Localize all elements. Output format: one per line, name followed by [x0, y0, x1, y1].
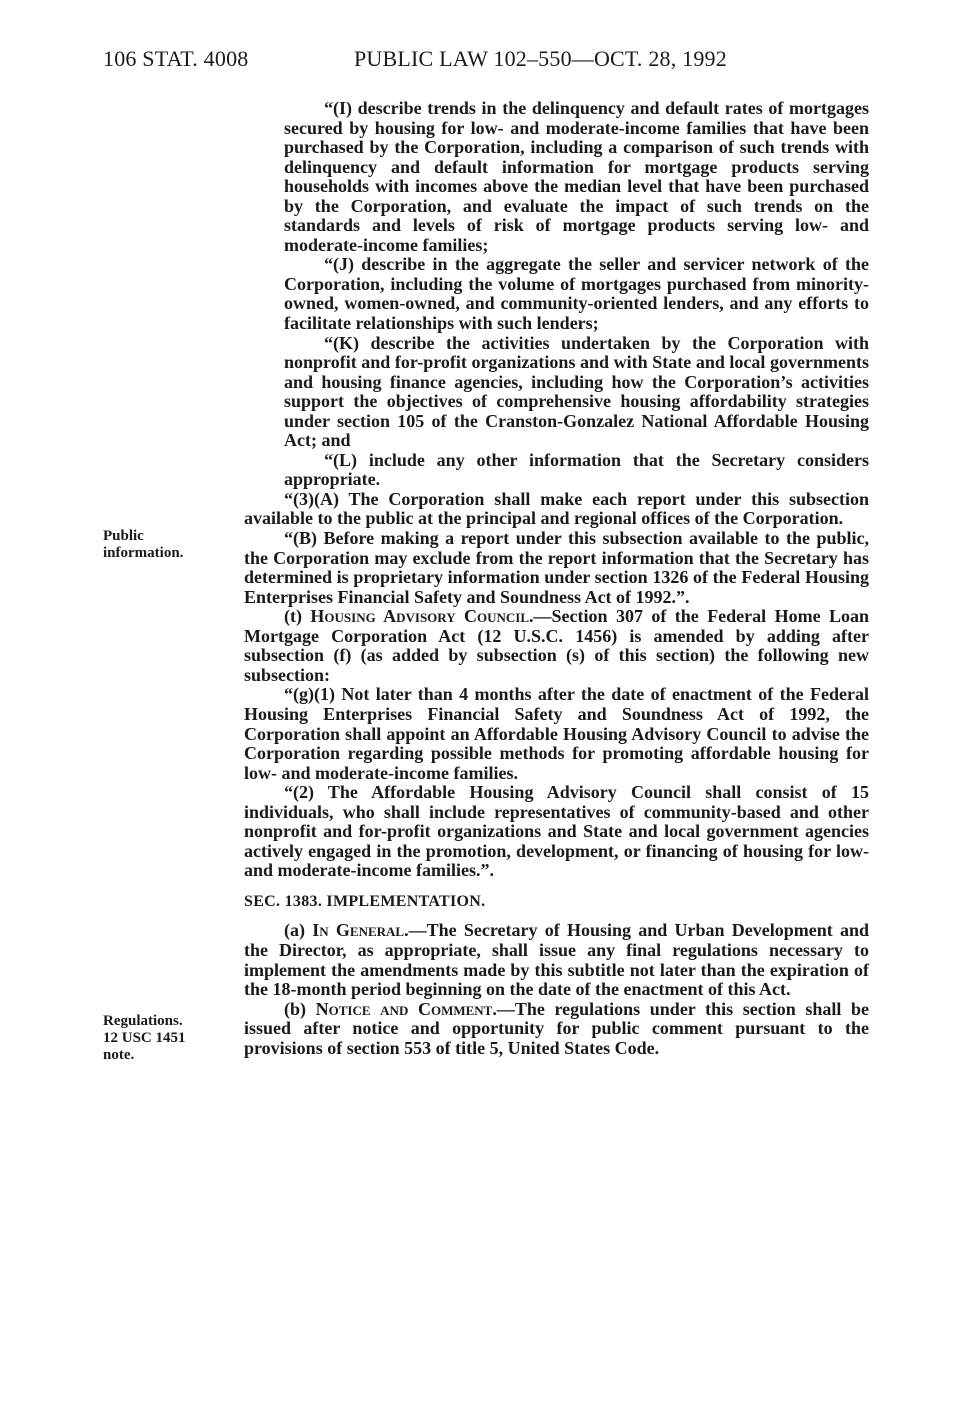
section-heading: SEC. 1383. IMPLEMENTATION. [244, 892, 486, 910]
paragraph-a: (a) In General.—The Secretary of Housing and Urban Development and the Director, as appropriate, shall issue any final regulations necessary to implement the amendments made by this subtitle not later than the expiration of the 18-month period beginning on the date of the enactment of this Act. [244, 920, 870, 1000]
paragraph-b-report: “(B) Before making a report under this subsection available to the public, the Corporation may exclude from the report information that the Secretary has determined is proprietary information under section 1326 of the Federal Housing Enterprises Financial Safety and Soundness Act of 1992.”. [244, 528, 869, 607]
notice-and-comment-heading: Notice and Comment. [315, 998, 497, 1019]
law-reference: PUBLIC LAW 102–550—OCT. 28, 1992 [354, 46, 727, 71]
paragraph-k: “(K) describe the activities undertaken by the Corporation with nonprofit and for-profit organizations and with State and local governments and housing finance agencies, including how the Corporation’s activities support the objectives of comprehensive housing affordability strategies under section 105 of the Cranston-Gonzalez National Affordable Housing Act; and [284, 332, 869, 451]
paragraph-l: “(L) include any other information that the Secretary considers appropriate. [284, 449, 869, 490]
paragraph-t: (t) Housing Advisory Council.—Section 307 of the Federal Home Loan Mortgage Corporation Act (12 U.S.C. 1456) is amended by adding after subsection (f) (as added by subsection (s) of this section) the following new subsection: [244, 606, 869, 685]
paragraph-2: “(2) The Affordable Housing Advisory Council shall consist of 15 individuals, who shall include representatives of community-based and other nonprofit and for-profit organizations and State and local government agencies actively engaged in the promotion, development, or financing of housing for low- and moderate-income families.”. [244, 782, 869, 881]
paragraph-b: (b) Notice and Comment.—The regulations under this section shall be issued after notice and opportunity for public comment pursuant to the provisions of section 553 of title 5, United States Code. [244, 998, 869, 1058]
body-text [244, 99, 869, 1058]
paragraph-g1: “(g)(1) Not later than 4 months after the date of enactment of the Federal Housing Enterprises Financial Safety and Soundness Act of 1992, the Corporation shall appoint an Affordable Housing Advisory Council to advise the Corporation regarding possible methods for promoting affordable housing for low- and moderate-income families. [244, 684, 869, 783]
housing-advisory-council-heading: Housing Advisory Council. [310, 606, 534, 627]
paragraph-j: “(J) describe in the aggregate the seller and servicer network of the Corporation, including the volume of mortgages purchased from minority-owned, women-owned, and community-oriented lenders, and any efforts to facilitate relationships with such lenders; [284, 254, 869, 334]
paragraph-i: “(I) describe trends in the delinquency and default rates of mortgages secured by housing for low- and moderate-income families that have been purchased by the Corporation, including a comparison of such trends with delinquency and default information for mortgage products serving households with incomes above the median level that have been purchased by the Corporation, and evaluate the impact of such trends on the standards and levels of risk of mortgage products serving low- and moderate-income families; [284, 98, 869, 255]
in-general-heading: In General. [312, 920, 409, 941]
margin-note-public-information: Public information. [103, 528, 184, 561]
stat-reference: 106 STAT. 4008 [103, 46, 249, 71]
paragraph-3a: “(3)(A) The Corporation shall make each report under this subsection available to the public at the principal and regional offices of the Corporation. [244, 488, 869, 529]
margin-note-regulations: Regulations. 12 USC 1451 note. [103, 1013, 186, 1063]
